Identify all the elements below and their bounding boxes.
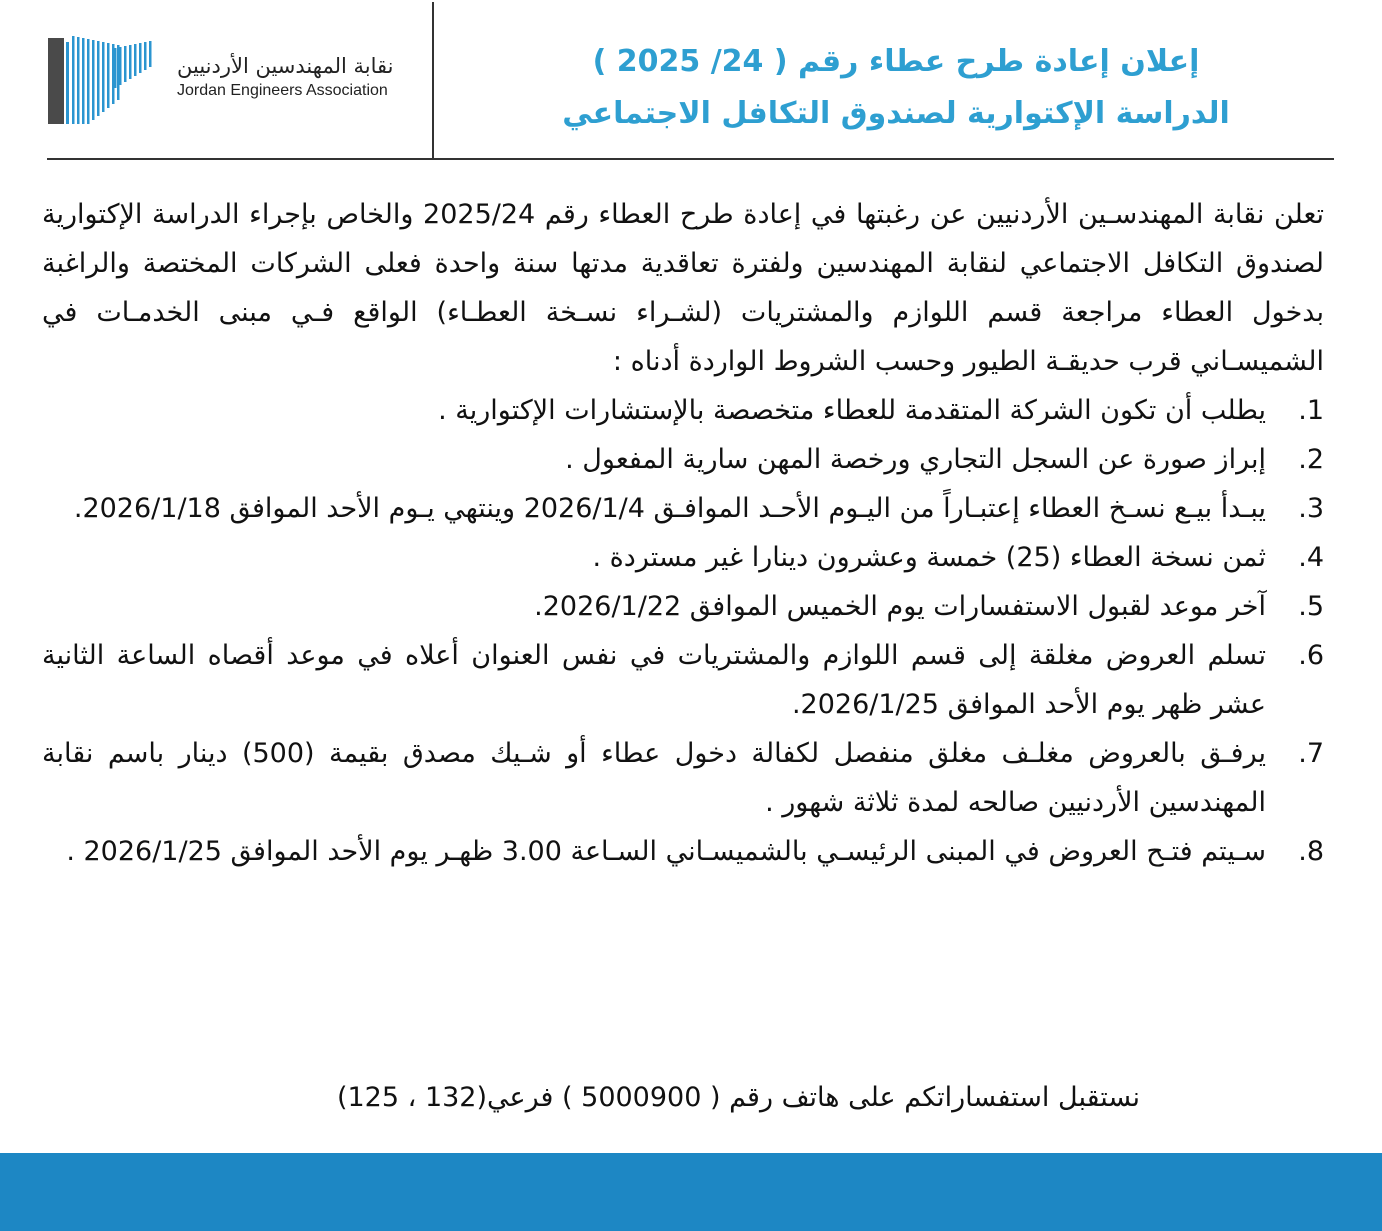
logo-name-arabic: نقابة المهندسين الأردنيين [177,54,394,78]
condition-text: إبراز صورة عن السجل التجاري ورخصة المهن سارية المفعول . [565,444,1266,475]
condition-text: تسلم العروض مغلقة إلى قسم اللوازم والمشتريات في نفس العنوان أعلاه في موعد أقصاه الساعة الثانية عشر ظهر يوم الأحد الموافق 2026/1/25. [42,640,1266,720]
condition-text: آخر موعد لقبول الاستفسارات يوم الخميس الموافق 2026/1/22. [534,591,1266,622]
announcement-title [452,36,1340,140]
condition-number: 8. [1298,836,1324,867]
condition-item [42,631,1324,729]
condition-number: 7. [1298,738,1324,769]
condition-number: 6. [1298,640,1324,671]
announcement-body [42,190,1324,876]
jea-logo-mark-icon [44,30,156,128]
logo-name-english: Jordan Engineers Association [177,82,388,99]
condition-text: سـيتم فتـح العروض في المبنى الرئيسـي بالشميسـاني السـاعة 3.00 ظهـر يوم الأحد الموافق 2026/1/25 . [66,836,1266,867]
condition-number: 3. [1298,493,1324,524]
condition-item [42,386,1324,435]
conditions-list [42,386,1324,876]
condition-item [42,484,1324,533]
condition-text: يطلب أن تكون الشركة المتقدمة للعطاء متخصصة بالإستشارات الإكتوارية . [438,395,1266,426]
footer-band [0,1153,1382,1231]
condition-item [42,582,1324,631]
condition-item [42,533,1324,582]
title-line-tender-number: إعلان إعادة طرح عطاء رقم ( 24/ 2025 ) [592,44,1200,79]
condition-text: يرفـق بالعروض مغلـف مغلق منفصل لكفالة دخول عطاء أو شـيك مصدق بقيمة (500) دينار باسم نقابة المهندسين الأردنيين صالحه لمدة ثلاثة شهور . [42,738,1266,818]
condition-item [42,729,1324,827]
condition-number: 1. [1298,395,1324,426]
condition-number: 5. [1298,591,1324,622]
header-divider-vertical [432,2,434,159]
condition-text: ثمن نسخة العطاء (25) خمسة وعشرون دينارا غير مستردة . [592,542,1266,573]
condition-item [42,827,1324,876]
condition-number: 2. [1298,444,1324,475]
intro-paragraph: تعلن نقابة المهندسـين الأردنيين عن رغبتها في إعادة طرح العطاء رقم 2025/24 والخاص بإجراء الدراسة الإكتوارية لصندوق التكافل الاجتماعي لنقابة المهندسين ولفترة تعاقدية مدتها سنة واحدة فعلى الشركات المختصة والراغبة بدخول العطاء مراجعة قسم اللوازم والمشتريات (لشـراء نسـخة العطـاء) الواقع فـي مبنى الخدمـات في الشميسـاني قرب حديقـة الطيور وحسب الشروط الواردة أدناه : [42,199,1324,377]
title-line-subject: الدراسة الإكتوارية لصندوق التكافل الاجتماعي [562,96,1230,131]
header-divider-horizontal [47,158,1334,160]
condition-item [42,435,1324,484]
condition-number: 4. [1298,542,1324,573]
contact-note: نستقبل استفساراتكم على هاتف رقم ( 5000900 ) فرعي(132 ، 125) [336,1082,1140,1113]
condition-text: يبـدأ بيـع نسـخ العطاء إعتبـاراً من اليـوم الأحـد الموافـق 2026/1/4 وينتهي يـوم الأحد الموافق 2026/1/18. [73,493,1266,524]
association-logo [44,30,414,130]
page-header [0,0,1382,161]
